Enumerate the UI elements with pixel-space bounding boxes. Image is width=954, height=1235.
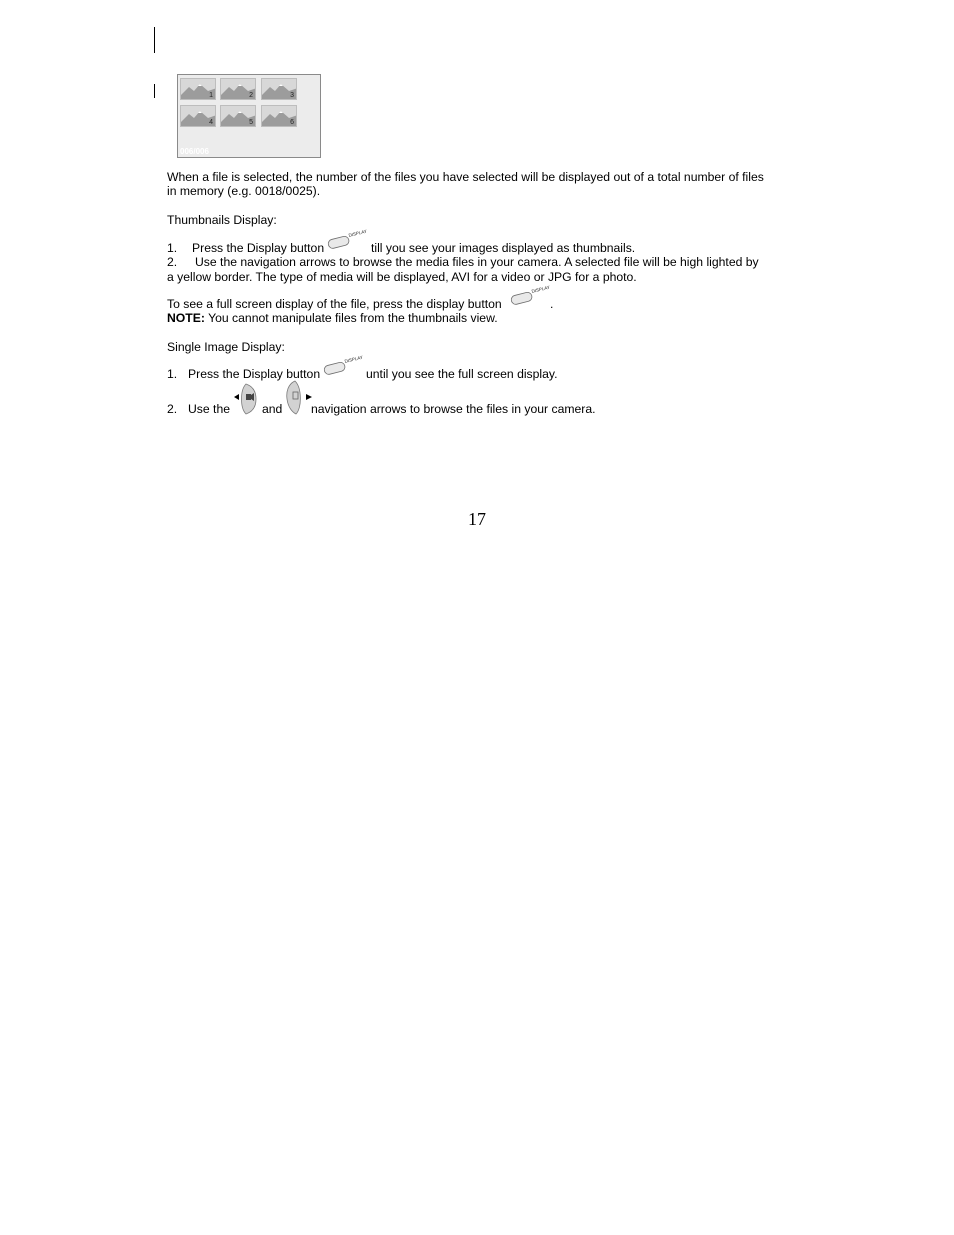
thumbnails-step-2 [167, 255, 787, 270]
intro-line-2: in memory (e.g. 0018/0025). [167, 184, 321, 198]
thumbnails-heading: Thumbnails Display: [167, 213, 277, 227]
intro-line-1: When a file is selected, the number of the files you have selected will be displayed out of a total number of files [167, 170, 764, 184]
period: . [550, 297, 554, 311]
step-text: Press the Display button [188, 367, 321, 381]
step-text: Press the Display button [192, 241, 325, 255]
thumbnail-2 [220, 78, 256, 100]
display-button-icon [323, 354, 367, 376]
step-number: 2. [167, 402, 178, 416]
step-text: Use the [188, 402, 231, 416]
step-text: navigation arrows to browse the files in your camera. [311, 402, 596, 416]
right-navigation-arrow-icon [284, 380, 316, 415]
display-button-icon [510, 284, 554, 306]
svg-text:DISPLAY: DISPLAY [348, 228, 368, 238]
svg-text:DISPLAY: DISPLAY [344, 354, 364, 364]
thumbnail-number: 2 [249, 92, 253, 99]
change-bar [154, 27, 155, 53]
fullscreen-text: To see a full screen display of the file, press the display button [167, 297, 502, 311]
note-line [167, 311, 787, 326]
note-label: NOTE: [167, 311, 205, 325]
single-step-1 [167, 367, 787, 382]
file-counter: 006/006 [180, 147, 209, 156]
step-text: Use the navigation arrows to browse the media files in your camera. A selected file will be high lighted by [195, 255, 759, 269]
thumbnail-6 [261, 105, 297, 127]
thumbnail-number: 6 [290, 119, 294, 126]
thumbnail-screen-illustration [177, 74, 321, 158]
svg-text:DISPLAY: DISPLAY [531, 284, 551, 294]
left-navigation-arrow-icon [232, 383, 262, 415]
step-text: until you see the full screen display. [366, 367, 558, 381]
display-button-icon [327, 228, 371, 250]
thumbnail-1 [180, 78, 216, 100]
thumbnail-3 [261, 78, 297, 100]
thumbnails-step-1 [167, 241, 787, 256]
step-number: 1. [167, 241, 178, 255]
thumbnail-number: 3 [290, 92, 294, 99]
step-number: 2. [167, 255, 178, 269]
thumbnail-5 [220, 105, 256, 127]
step-number: 1. [167, 367, 178, 381]
step-text: and [262, 402, 283, 416]
thumbnail-4 [180, 105, 216, 127]
thumbnail-number: 5 [249, 119, 253, 126]
thumbnail-number: 4 [209, 119, 213, 126]
change-bar [154, 84, 155, 98]
single-heading: Single Image Display: [167, 340, 285, 354]
thumbnail-number: 1 [209, 92, 213, 99]
fullscreen-line [167, 297, 787, 312]
thumbnails-step-2-cont: a yellow border. The type of media will be displayed, AVI for a video or JPG for a photo. [167, 270, 637, 284]
step-text: till you see your images displayed as thumbnails. [371, 241, 636, 255]
note-text: You cannot manipulate files from the thumbnails view. [204, 311, 498, 325]
page-number: 17 [468, 509, 486, 529]
